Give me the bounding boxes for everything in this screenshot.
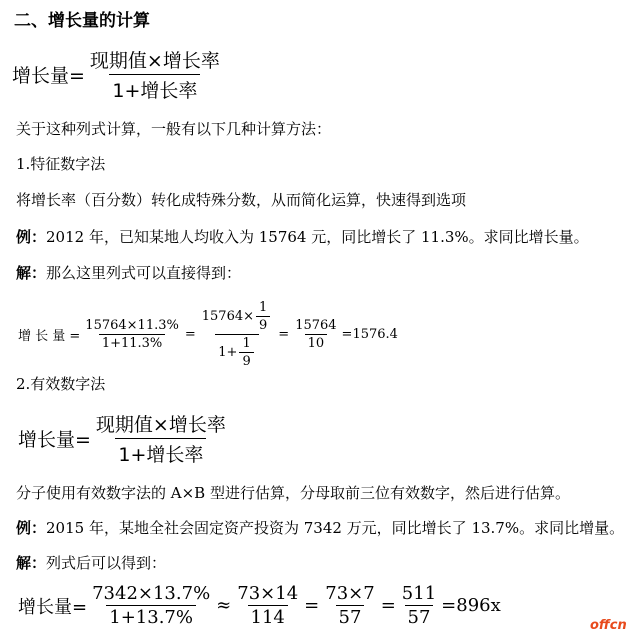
solution-label: 解： (16, 554, 47, 572)
calc-lhs: 增长量= (18, 596, 88, 618)
calc-fraction-2-den-text: 1+ (218, 345, 238, 360)
calc-fraction-2-num: 73×14 (237, 583, 299, 604)
growth-formula (12, 46, 225, 103)
intro-text: 关于这种列式计算，一般有以下几种计算方法： (16, 120, 332, 138)
calc-result: =896x (441, 595, 501, 616)
calc-fraction-3 (322, 583, 377, 628)
calc-fraction-3-num: 73×7 (325, 583, 375, 604)
calc-fraction-3 (292, 318, 339, 351)
calc-fraction-2-num (199, 300, 276, 334)
calc-fraction-2 (234, 583, 301, 628)
method1-calculation (18, 300, 398, 369)
formula-numerator: 现期值×增长率 (89, 50, 220, 72)
example-text: 2012 年，已知某地人均收入为 15764 元，同比增长了 11.3%。求同比增长量。 (46, 228, 589, 246)
calc-fraction-1-den: 1+13.7% (106, 605, 196, 628)
calc-fraction-1-den: 1+11.3% (99, 334, 165, 351)
calc-fraction-2-den (215, 334, 258, 369)
calc-fraction-3-den: 10 (305, 334, 328, 351)
inner-fraction-num-bottom: 9 (256, 316, 270, 333)
inner-fraction-den (239, 336, 253, 369)
formula-denominator: 1+增长率 (109, 74, 200, 103)
offcn-watermark: offcn (590, 618, 627, 633)
formula-fraction (93, 410, 229, 467)
calc-fraction-1-num: 7342×13.7% (92, 583, 211, 604)
inner-fraction-num (256, 300, 270, 333)
example-text: 2015 年，某地全社会固定资产投资为 7342 万元，同比增长了 13.7%。求同比增量。 (46, 519, 625, 537)
solution-text: 列式后可以得到： (46, 554, 167, 572)
calc-fraction-1 (82, 318, 182, 351)
method1-solution (16, 262, 241, 283)
formula-numerator: 现期值×增长率 (95, 414, 226, 436)
equals-sign: = (380, 595, 396, 616)
calc-lhs: 增 长 量 = (18, 329, 81, 344)
equals-sign: = (184, 327, 196, 342)
formula-fraction (87, 46, 223, 103)
calc-fraction-1-num: 15764×11.3% (85, 318, 179, 333)
method1-example (16, 226, 589, 247)
formula-lhs: 增长量= (18, 429, 91, 451)
method2-calculation (18, 583, 501, 628)
calc-fraction-3-den: 57 (336, 605, 365, 628)
inner-fraction-den-top: 1 (242, 336, 251, 351)
calc-fraction-4-den: 57 (405, 605, 434, 628)
method2-example (16, 517, 624, 538)
section-heading: 二、增长量的计算 (14, 11, 150, 31)
calc-fraction-2 (199, 300, 276, 369)
method1-title: 1.特征数字法 (16, 155, 106, 173)
approx-sign: ≈ (216, 595, 232, 616)
method2-title: 2.有效数字法 (16, 375, 106, 393)
calc-fraction-1 (89, 583, 213, 628)
calc-fraction-3-num: 15764 (295, 318, 337, 333)
solution-label: 解： (16, 264, 47, 282)
formula-lhs: 增长量= (12, 65, 85, 87)
equals-sign: = (278, 327, 290, 342)
inner-fraction-num-top: 1 (259, 300, 268, 315)
method1-description: 将增长率（百分数）转化成特殊分数，从而简化运算，快速得到选项 (16, 191, 467, 209)
method2-description: 分子使用有效数字法的 A×B 型进行估算，分母取前三位有效数字，然后进行估算。 (16, 484, 570, 502)
example-label: 例： (16, 228, 47, 246)
formula-denominator: 1+增长率 (115, 438, 206, 467)
solution-text: 那么这里列式可以直接得到： (46, 264, 242, 282)
calc-fraction-2-den: 114 (248, 605, 288, 628)
calc-result: =1576.4 (341, 327, 398, 342)
calc-fraction-4 (399, 583, 439, 628)
equals-sign: = (304, 595, 320, 616)
method2-formula (18, 410, 231, 467)
method2-solution (16, 552, 166, 573)
calc-fraction-2-num-text: 15764× (201, 309, 254, 324)
calc-fraction-4-num: 511 (401, 583, 437, 604)
example-label: 例： (16, 519, 47, 537)
inner-fraction-den-bottom: 9 (239, 352, 253, 369)
